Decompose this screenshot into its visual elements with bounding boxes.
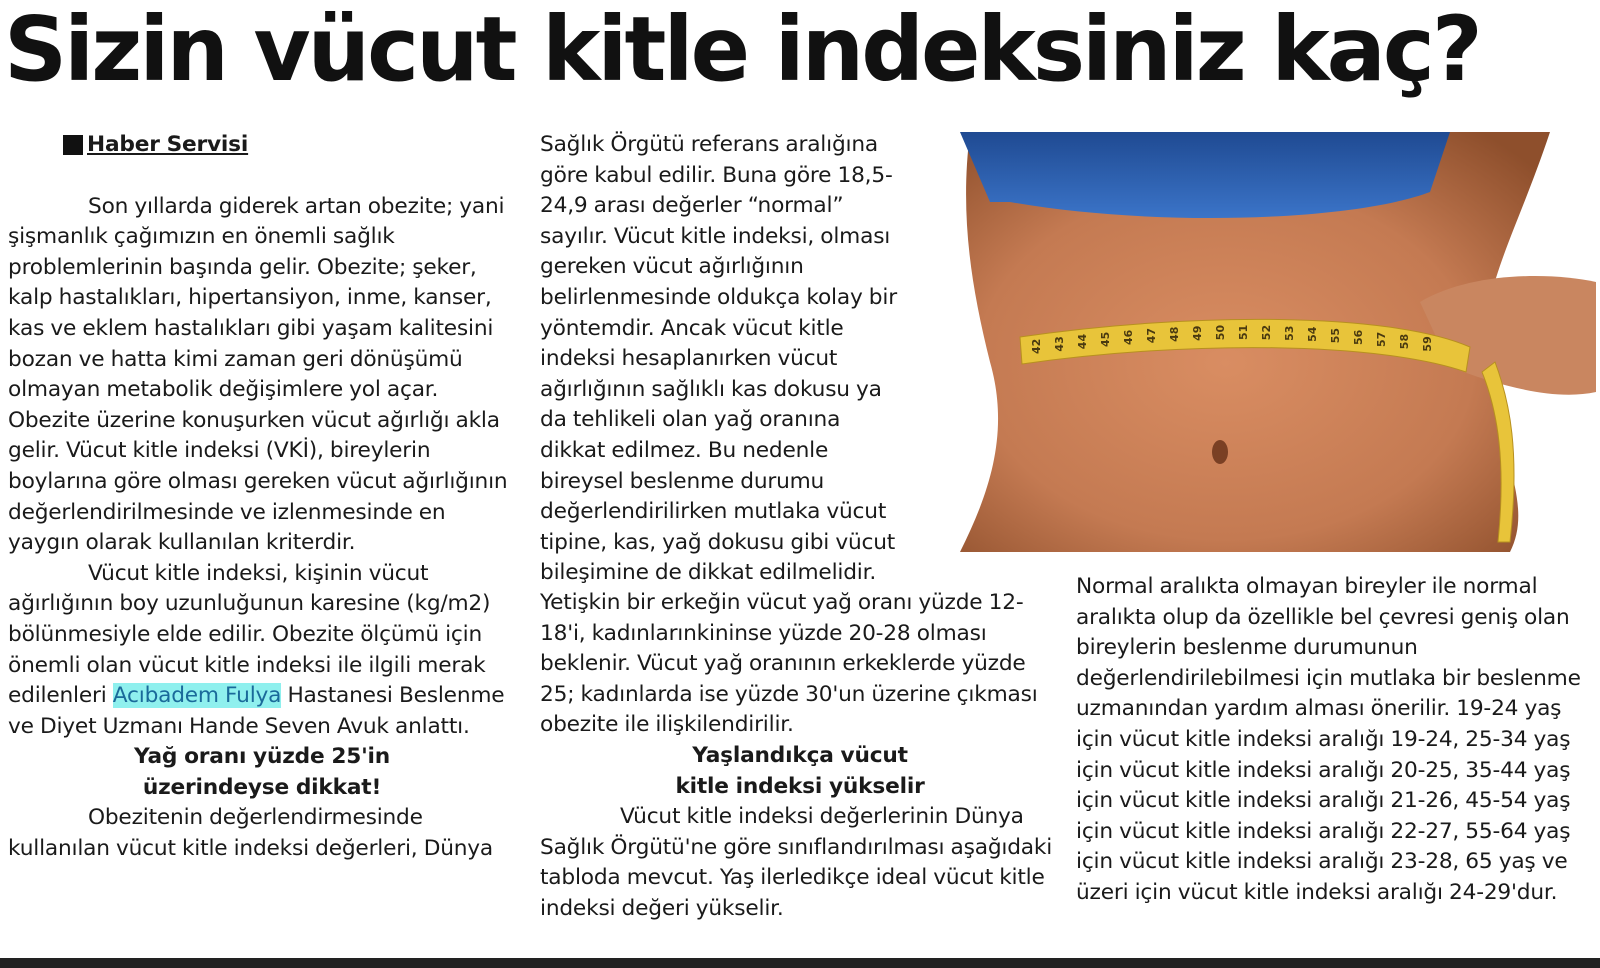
tape-number: 46 [1122, 329, 1135, 346]
article-column-2-lower [540, 588, 1060, 925]
tape-number: 48 [1168, 326, 1181, 342]
headline: Sizin vücut kitle indeksiniz kaç? [4, 0, 1480, 101]
article-column-3 [1076, 572, 1596, 909]
tape-number: 55 [1329, 327, 1342, 344]
paragraph: Yetişkin bir erkeğin vücut yağ oranı yüzde 12-18'i, kadınlarınkininse yüzde 20-28 olması beklenir. Vücut yağ oranının erkeklerde yüzde 25; kadınlarda ise yüzde 30'un üzerine çıkması obezite ile ilişkilendirilir. [540, 590, 1038, 738]
subheading [540, 741, 1060, 802]
sports-top [960, 132, 1450, 218]
paragraph: Son yıllarda giderek artan obezite; yani şişmanlık çağımızın en önemli sağlık problemlerinin başında gelir. Obezite; şeker, kalp hastalıkları, hipertansiyon, inme, kanser, kas ve eklem hastalıkları gibi yaşam kalitesini bozan ve hatta kimi zaman geri dönüşümü olmayan metabolik değişimlere yol açar. Obezite üzerine konuşurken vücut ağırlığı akla gelir. Vücut kitle indeksi (VKİ), bireylerin boylarına göre olması gereken vücut ağırlığının değerlendirilmesinde ve izlenmesinde en yaygın olarak kullanılan kriterdir. [8, 193, 508, 556]
navel [1212, 440, 1228, 464]
byline-square-icon [63, 135, 83, 155]
bottom-rule [0, 958, 1600, 968]
tape-number: 45 [1099, 331, 1112, 347]
tape-number: 49 [1191, 325, 1204, 341]
waist-measuring-photo [950, 132, 1596, 552]
tape-number: 50 [1214, 324, 1227, 341]
subheading-line: kitle indeksi yükselir [675, 773, 925, 799]
paragraph-text: Vücut kitle indeksi, kişinin vücut ağırlığının boy uzunluğunun karesine (kg/m2) bölünmesiyle elde edilir. Obezite ölçümü için önemli olan vücut kitle indeksi ile ilgili merak edilenleri [8, 560, 491, 709]
tape-number: 44 [1076, 333, 1089, 350]
article-column-2 [540, 130, 905, 589]
paragraph: Sağlık Örgütü referans aralığına göre kabul edilir. Buna göre 18,5-24,9 arası değerler “normal” sayılır. Vücut kitle indeksi, olması gereken vücut ağırlığının belirlenmesinde oldukça kolay bir yöntemdir. Ancak vücut kitle indeksi hesaplanırken vücut ağırlığının sağlıklı kas dokusu ya da tehlikeli olan yağ oranına dikkat edilmez. Bu nedenle bireysel beslenme durumu değerlendirilirken mutlaka vücut tipine, kas, yağ dokusu gibi vücut bileşimine de dikkat edilmelidir. [540, 132, 897, 586]
tape-number: 57 [1375, 331, 1388, 347]
tape-number: 59 [1421, 336, 1434, 352]
tape-number: 47 [1145, 327, 1158, 344]
tape-number: 56 [1352, 329, 1365, 346]
tape-number: 54 [1306, 326, 1319, 342]
tape-number: 51 [1237, 324, 1250, 340]
byline-text: Haber Servisi [87, 132, 249, 157]
tape-number: 52 [1260, 324, 1273, 341]
paragraph-text: Hastanesi Beslenme ve Diyet Uzmanı Hande Seven Avuk anlattı. [8, 683, 505, 739]
byline [63, 130, 516, 161]
tape-number: 58 [1398, 333, 1411, 350]
article-column-1 [8, 130, 516, 865]
paragraph: Vücut kitle indeksi değerlerinin Dünya Sağlık Örgütü'ne göre sınıflandırılması aşağıdaki tabloda mevcut. Yaş ilerledikçe ideal vücut kitle indeksi değeri yükselir. [540, 804, 1053, 921]
paragraph [8, 559, 516, 743]
paragraph: Normal aralıkta olmayan bireyler ile normal aralıkta olup da özellikle bel çevresi geniş olan bireylerin beslenme durumunun değerlendirilebilmesi için mutlaka bir beslenme uzmanından yardım alması önerilir. 19-24 yaş için vücut kitle indeksi aralığı 19-24, 25-34 yaş için vücut kitle indeksi aralığı 20-25, 35-44 yaş için vücut kitle indeksi aralığı 21-26, 45-54 yaş için vücut kitle indeksi aralığı 22-27, 55-64 yaş için vücut kitle indeksi aralığı 23-28, 65 yaş ve üzeri için vücut kitle indeksi aralığı 24-29'dur. [1076, 574, 1581, 905]
paragraph: Obezitenin değerlendirmesinde kullanılan vücut kitle indeksi değerleri, Dünya [8, 805, 494, 862]
subheading-line: Yaşlandıkça vücut [692, 742, 908, 768]
highlighted-link[interactable]: Acıbadem Fulya [112, 683, 282, 709]
waist-photo-illustration [950, 132, 1596, 552]
tape-number: 42 [1030, 338, 1043, 354]
tape-number: 53 [1283, 325, 1296, 341]
tape-number: 43 [1053, 336, 1066, 352]
subheading: Yağ oranı yüzde 25'in üzerindeyse dikkat! [133, 744, 391, 800]
